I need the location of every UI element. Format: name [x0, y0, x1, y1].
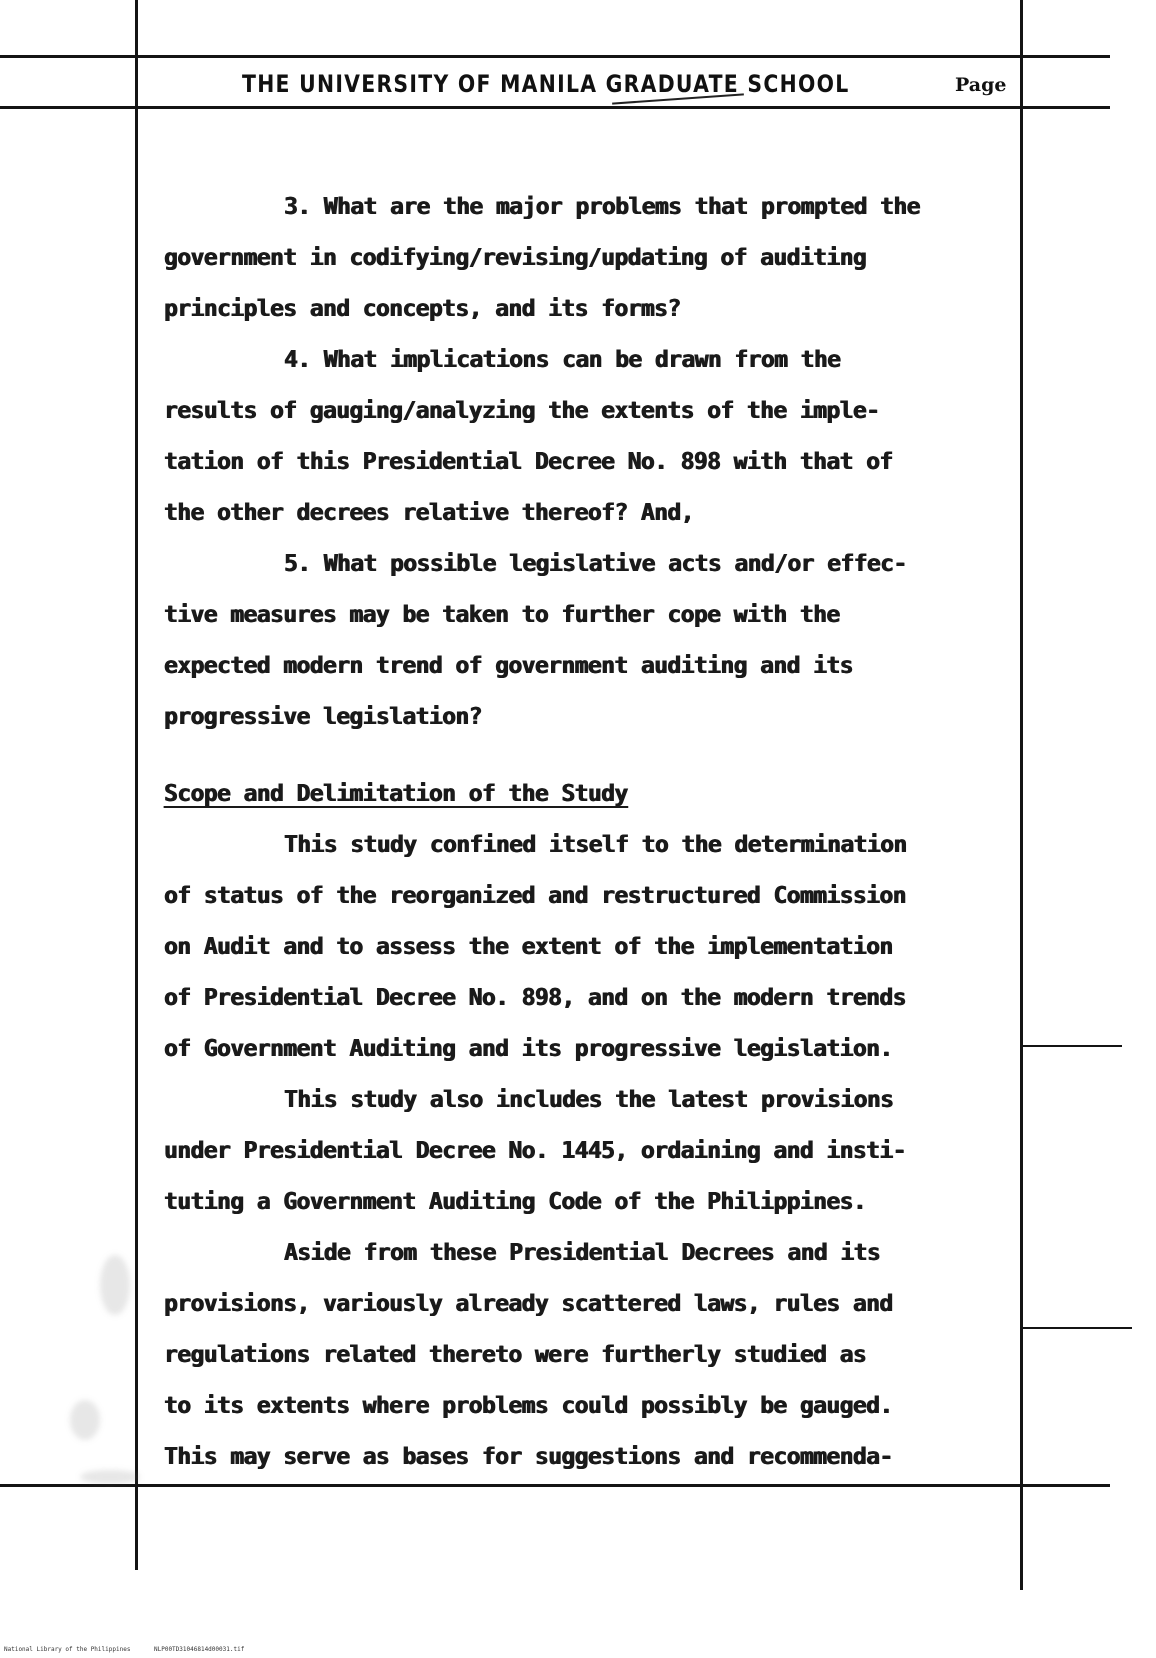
text-line: the other decrees relative thereof? And,: [164, 500, 694, 526]
right-edge-rule-2: [1022, 1327, 1132, 1329]
text-line: tuting a Government Auditing Code of the Philippines.: [164, 1189, 867, 1215]
body-text: [164, 182, 1014, 1483]
text-line: tation of this Presidential Decree No. 898 with that of: [164, 449, 893, 475]
page-label: Page: [955, 74, 1007, 96]
footer-library: National Library of the Philippines: [4, 1646, 131, 1653]
text-line: government in codifying/revising/updating of auditing: [164, 245, 867, 271]
text-line: progressive legislation?: [164, 704, 482, 730]
section-heading-text: Scope and Delimitation of the Study: [164, 781, 628, 807]
scan-smudge: [70, 1400, 100, 1440]
right-margin-rule: [1020, 0, 1023, 1590]
right-edge-rule-1: [1022, 1045, 1122, 1047]
header-top-rule: [0, 55, 1110, 58]
text-line: of Presidential Decree No. 898, and on the modern trends: [164, 985, 906, 1011]
page-header-title: THE UNIVERSITY OF MANILA GRADUATE SCHOOL: [242, 70, 850, 98]
text-line: to its extents where problems could possibly be gauged.: [164, 1393, 893, 1419]
scan-smudge: [100, 1255, 130, 1315]
text-line: This may serve as bases for suggestions and recommenda-: [164, 1444, 893, 1470]
header-bottom-rule: [0, 106, 1110, 109]
text-line: on Audit and to assess the extent of the implementation: [164, 934, 893, 960]
text-line: This study also includes the latest provisions: [284, 1087, 894, 1113]
text-line: expected modern trend of government auditing and its: [164, 653, 853, 679]
text-line: provisions, variously already scattered laws, rules and: [164, 1291, 893, 1317]
text-line: of Government Auditing and its progressive legislation.: [164, 1036, 893, 1062]
text-line: under Presidential Decree No. 1445, ordaining and insti-: [164, 1138, 906, 1164]
text-line: results of gauging/analyzing the extents of the imple-: [164, 398, 880, 424]
text-line: This study confined itself to the determination: [284, 832, 907, 858]
text-line: regulations related thereto were furtherly studied as: [164, 1342, 867, 1368]
text-line: 3. What are the major problems that prompted the: [284, 194, 920, 220]
footer-file-id: NLP00TD31046814d00031.tif: [154, 1646, 245, 1653]
text-line: 4. What implications can be drawn from the: [284, 347, 841, 373]
text-line: Aside from these Presidential Decrees and its: [284, 1240, 881, 1266]
left-margin-rule: [135, 0, 138, 1570]
text-line: of status of the reorganized and restructured Commission: [164, 883, 906, 909]
text-line: 5. What possible legislative acts and/or effec-: [284, 551, 907, 577]
text-line: tive measures may be taken to further cope with the: [164, 602, 840, 628]
text-line: principles and concepts, and its forms?: [164, 296, 681, 322]
scan-smudge: [80, 1470, 140, 1484]
section-heading: [164, 769, 1014, 820]
bottom-rule: [0, 1484, 1110, 1487]
